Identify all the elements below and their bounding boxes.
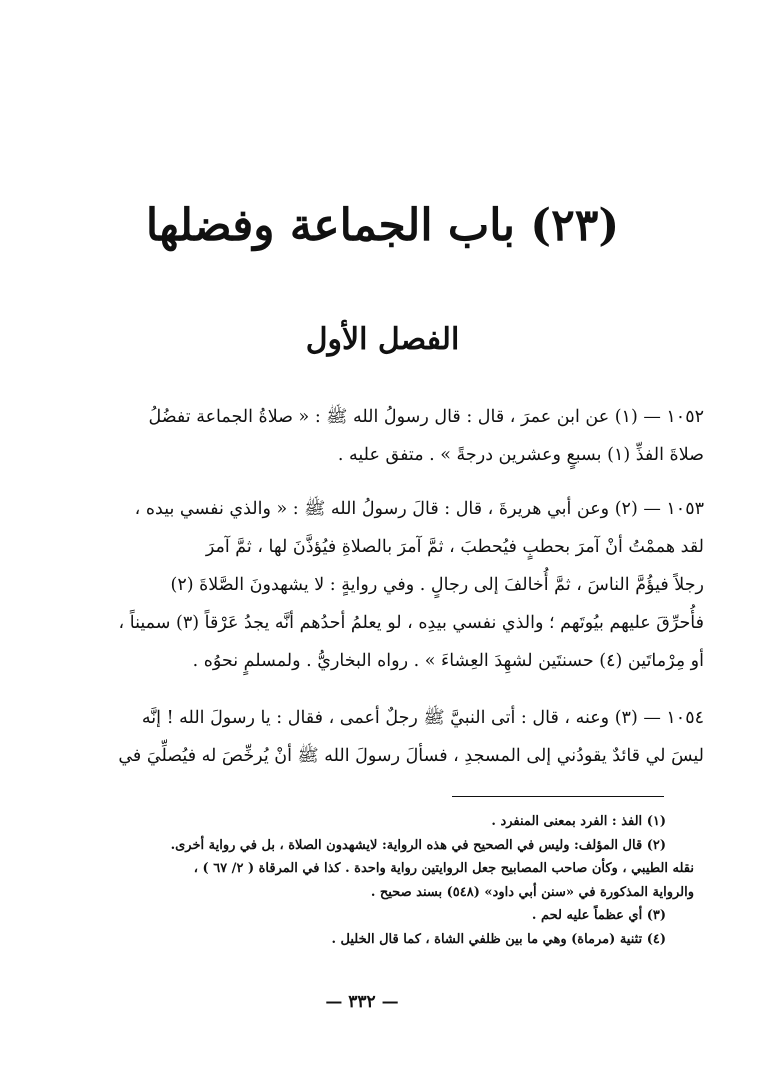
footnote-4: (٤) تثنية (مرماة) وهي ما بين ظلفي الشاة ، كما قال الخليل . [331, 931, 666, 947]
hadith-1053 [72, 490, 704, 680]
hadith-line: ليسَ لي قائدٌ يقودُني إلى المسجدِ ، فسألَ رسولَ الله ﷺ أنْ يُرخِّصَ له فيُصلِّيَ في [118, 746, 704, 766]
footnote-2-continued: نقله الطيبي ، وكأن صاحب المصابيح جعل الروايتين رواية واحدة . كذا في المرقاة ( ٢/ ٦٧ ) ، [193, 861, 694, 876]
page-number: — ٣٣٢ — [325, 992, 399, 1012]
footnote-2-continued: والرواية المذكورة في «سنن أبي داود» (٥٤٨) بسند صحيح . [370, 884, 694, 900]
section-title: الفصل الأول [305, 322, 460, 357]
hadith-line: ١٠٥٢ — (١) عن ابن عمرَ ، قال : قال رسولُ الله ﷺ : « صلاةُ الجماعة تفضُلُ [148, 407, 704, 427]
hadith-line: ١٠٥٤ — (٣) وعنه ، قال : أتى النبيَّ ﷺ رجلٌ أعمى ، فقال : يا رسولَ الله ! إنَّه [141, 708, 704, 728]
hadith-line: لقد هممْتُ أنْ آمرَ بحطبٍ فيُحطبَ ، ثمَّ آمرَ بالصلاةِ فيُؤذَّنَ لها ، ثمَّ آمرَ [205, 537, 704, 557]
hadith-line: أو مِرْماتَين (٤) حسنتَين لشهِدَ العِشاءَ » . رواه البخاريُّ . ولمسلمٍ نحوُه . [192, 651, 704, 671]
footnote-2: (٢) قال المؤلف: وليس في الصحيح في هذه الرواية: لايشهدون الصلاة ، بل في رواية أخرى. [170, 837, 666, 853]
hadith-1054 [72, 699, 704, 775]
hadith-line: صلاةَ الفذِّ (١) بسبعٍ وعشرين درجةً » . متفق عليه . [337, 445, 704, 465]
footnotes [70, 810, 694, 951]
footnote-1: (١) الفذ : الفرد بمعنى المنفرد . [491, 814, 666, 829]
chapter-title: (٢٣) باب الجماعة وفضلها [145, 200, 620, 251]
footnote-divider [452, 796, 664, 797]
hadith-line: ١٠٥٣ — (٢) وعن أبي هريرةَ ، قال : قالَ رسولُ الله ﷺ : « والذي نفسي بيده ، [134, 499, 704, 519]
hadith-line: رجلاً فيؤُمَّ الناسَ ، ثمَّ أُخالفَ إلى رجالٍ . وفي روايةٍ : لا يشهدونَ الصَّلاةَ (٢) [170, 575, 704, 595]
hadith-1052 [72, 398, 704, 474]
hadith-line: فأُحرِّقَ عليهم بيُوتَهم ؛ والذي نفسي بيدِه ، لو يعلمُ أحدُهم أنَّه يجدُ عَرْقاً (٣) سميناً ، [118, 613, 704, 633]
footnote-3: (٣) أي عظماً عليه لحم . [531, 908, 666, 923]
